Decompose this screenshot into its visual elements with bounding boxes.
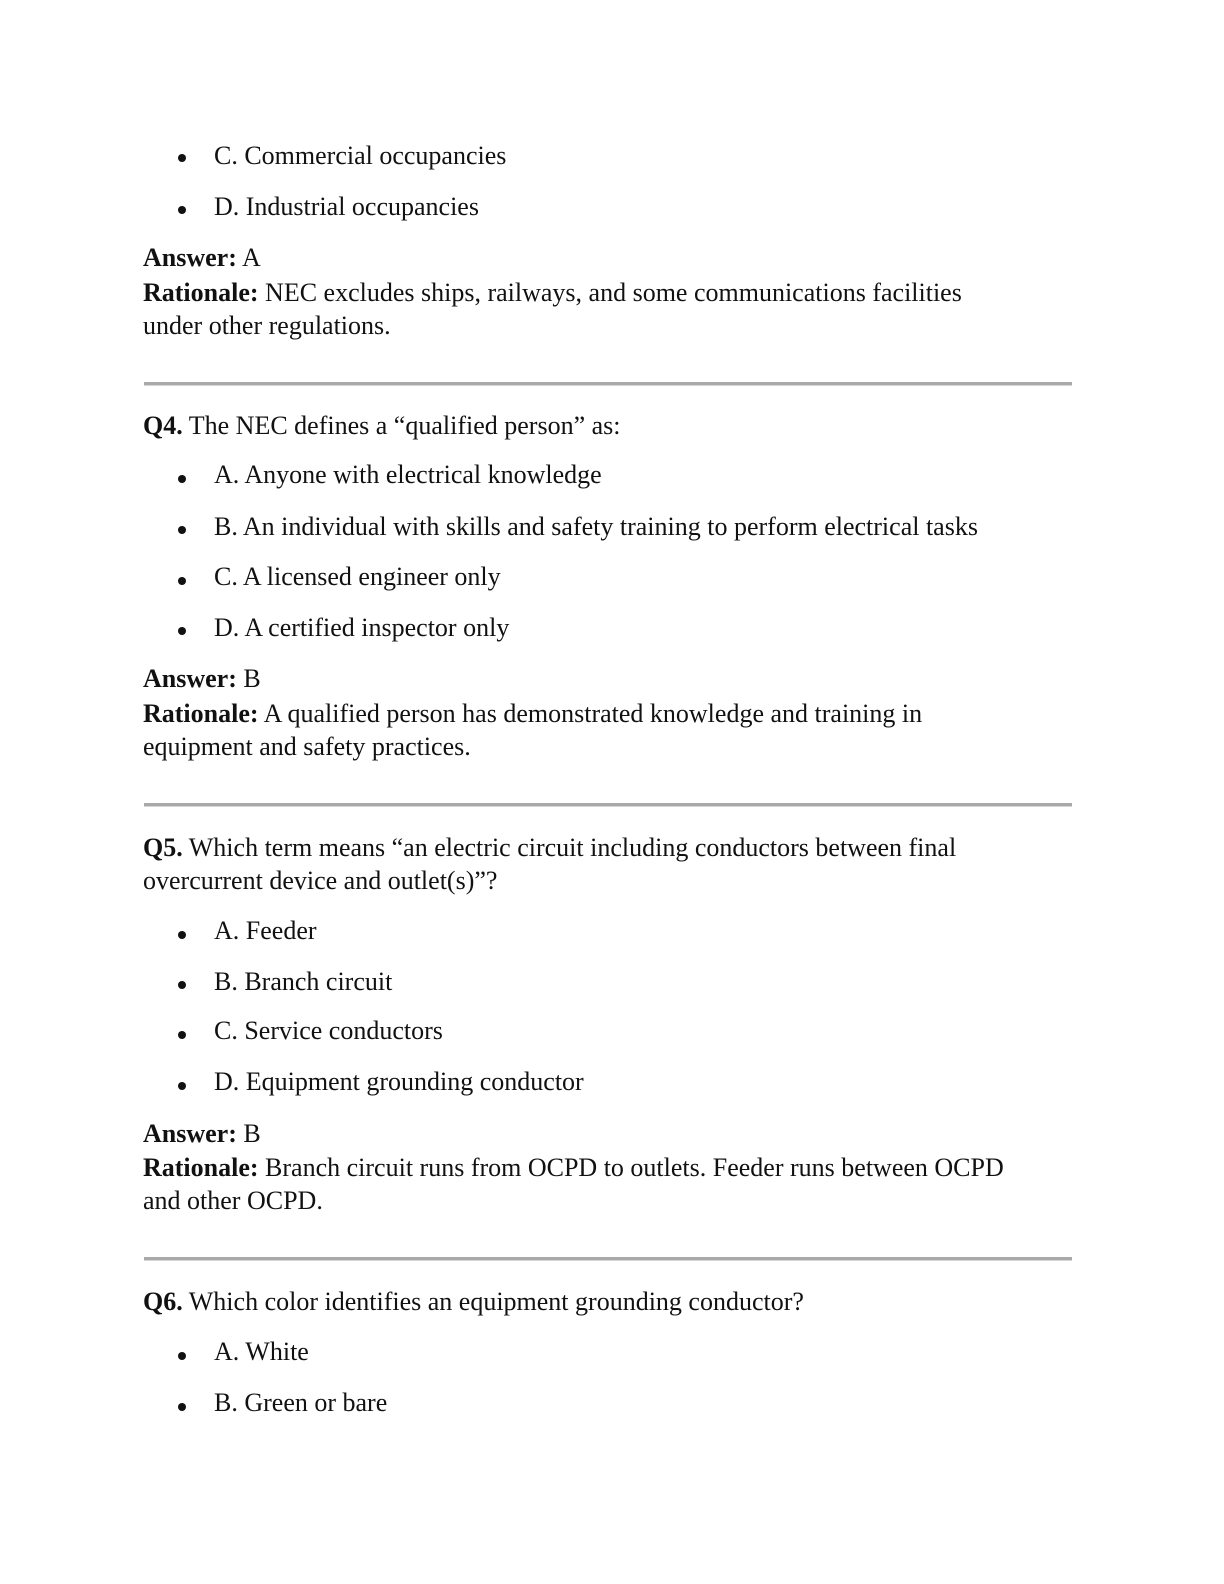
- section-divider: [144, 803, 1072, 807]
- bullet: [178, 931, 186, 939]
- q5-option-d: D. Equipment grounding conductor: [214, 1067, 584, 1096]
- q3-option-d: D. Industrial occupancies: [214, 192, 479, 221]
- bullet: [178, 577, 186, 585]
- bullet: [178, 1031, 186, 1039]
- bullet: [178, 206, 186, 214]
- q4-option-b: B. An individual with skills and safety training to perform electrical tasks: [214, 512, 978, 541]
- q4-rationale: Rationale: A qualified person has demonstrated knowledge and training in: [143, 699, 923, 728]
- section-divider: [144, 382, 1072, 386]
- q3-answer: Answer: A: [143, 243, 261, 272]
- q4-answer: Answer: B: [143, 664, 261, 693]
- q4-option-c: C. A licensed engineer only: [214, 562, 501, 591]
- bullet: [178, 1082, 186, 1090]
- q3-rationale: Rationale: NEC excludes ships, railways, and some communications facilities: [143, 278, 962, 307]
- bullet: [178, 1403, 186, 1411]
- q6-option-b: B. Green or bare: [214, 1388, 388, 1417]
- q3-rationale-continued: under other regulations.: [143, 311, 391, 340]
- q5-option-c: C. Service conductors: [214, 1016, 443, 1045]
- q5-question-continued: overcurrent device and outlet(s)”?: [143, 866, 498, 895]
- q4-question: Q4. The NEC defines a “qualified person” as:: [143, 411, 621, 440]
- bullet: [178, 1352, 186, 1360]
- q4-option-d: D. A certified inspector only: [214, 613, 510, 642]
- bullet: [178, 526, 186, 534]
- q6-option-a: A. White: [214, 1337, 309, 1366]
- q5-option-b: B. Branch circuit: [214, 967, 393, 996]
- q4-option-a: A. Anyone with electrical knowledge: [214, 460, 602, 489]
- bullet: [178, 981, 186, 989]
- bullet: [178, 627, 186, 635]
- q5-question: Q5. Which term means “an electric circuit including conductors between final: [143, 833, 957, 862]
- q4-rationale-continued: equipment and safety practices.: [143, 732, 471, 761]
- q5-answer: Answer: B: [143, 1119, 261, 1148]
- section-divider: [144, 1257, 1072, 1261]
- q5-rationale: Rationale: Branch circuit runs from OCPD to outlets. Feeder runs between OCPD: [143, 1153, 1004, 1182]
- q3-option-c: C. Commercial occupancies: [214, 141, 507, 170]
- bullet: [178, 154, 186, 162]
- q5-option-a: A. Feeder: [214, 916, 317, 945]
- bullet: [178, 475, 186, 483]
- q6-question: Q6. Which color identifies an equipment grounding conductor?: [143, 1287, 804, 1316]
- q5-rationale-continued: and other OCPD.: [143, 1186, 323, 1215]
